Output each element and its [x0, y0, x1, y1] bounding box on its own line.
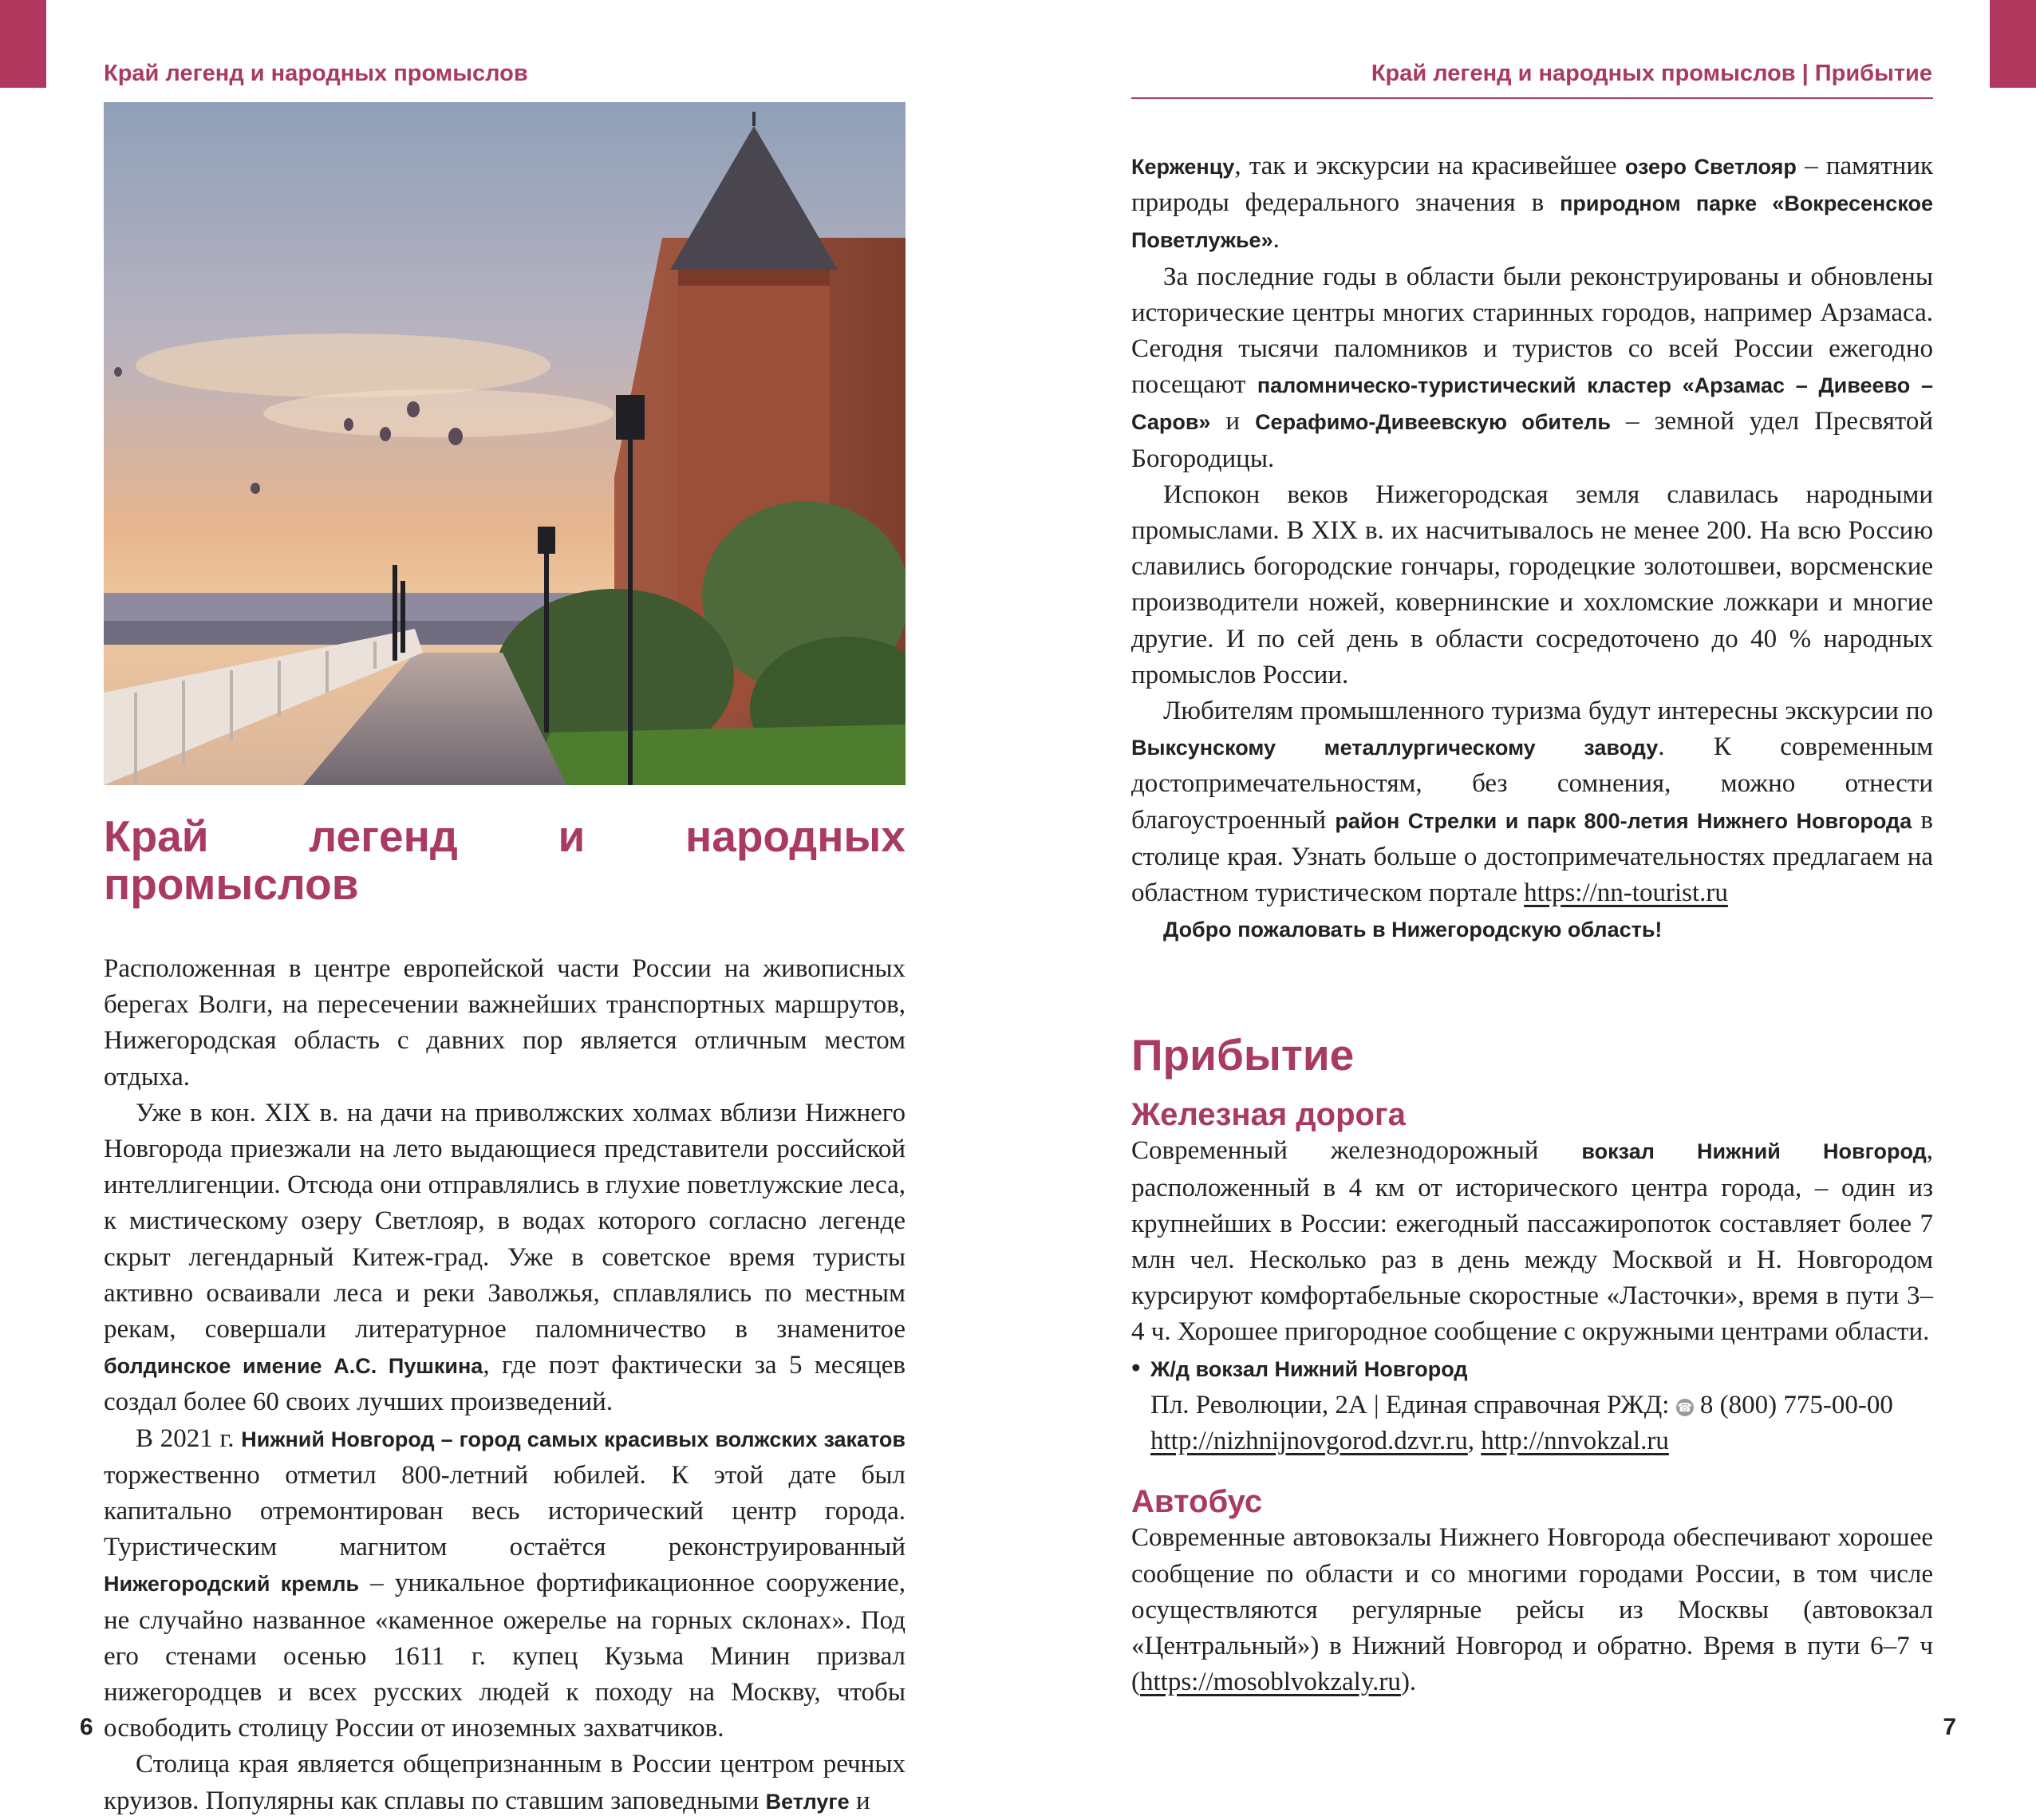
tourist-portal-link[interactable]: https://nn-tourist.ru: [1524, 878, 1728, 908]
rail-heading: Железная дорога: [1131, 1097, 1406, 1133]
left-column: [104, 812, 906, 1820]
list-item: [1131, 1351, 1933, 1388]
bus-link[interactable]: https://mosoblvokzaly.ru: [1140, 1668, 1401, 1697]
page-number-left: 6: [80, 1714, 93, 1740]
running-header-left: Край легенд и народных промыслов: [104, 61, 528, 86]
kremlin-photo: [104, 102, 906, 785]
station-name: Ж/д вокзал Нижний Новгород: [1150, 1356, 1468, 1381]
bullet-dot: •: [1131, 1353, 1141, 1383]
section-title: Край легенд и народных промыслов: [104, 811, 906, 909]
station-link-1[interactable]: http://nizhnijnovgorod.dzvr.ru: [1150, 1427, 1468, 1456]
paragraph: Уже в кон. XIX в. на дачи на приволжских холмах вблизи Нижнего Новгорода приезжали на лето выдающиеся представители российской интеллигенции. Отсюда они отправлялись в глухие поветлужские леса, к мистическому озеру Светлояр, в водах которого согласно легенде скрыт легендарный Китеж-град. Уже в советское время туристы активно осваивали леса и реки Заволжья, сплавлялись по местным рекам, совершали литературное паломничество в знаменитое болдинское имение А.С. Пушкина, где поэт фактически за 5 месяцев создал более 60 своих лучших произведений.: [104, 1098, 906, 1417]
header-rule-right: [1131, 97, 1933, 99]
corner-tab-right: [1990, 0, 2036, 88]
paragraph: Испокон веков Нижегородская земля славилась народными промыслами. В XIX в. их насчитывалось не менее 200. На всю Россию славились богородские гончары, городецкие золотошвеи, ворсменские производители ножей, ковернинские и хохломские ложкари и многие другие. И по сей день в области сосредоточено до 40 % народных промыслов России.: [1131, 480, 1933, 689]
right-column: [1131, 148, 1933, 1700]
paragraph: В 2021 г. Нижний Новгород – город самых красивых волжских закатов торжественно отметил 800-летний юбилей. К этой дате был капитально отремонтирован весь исторический центр города. Туристическим магнитом остаётся реконструированный Нижегородский кремль – уникальное фортификационное сооружение, не случайно названное «каменное ожерелье на горных склонах». Под его стенами осенью 1611 г. купец Кузьма Минин призвал нижегородцев и всех русских людей к походу на Москву, чтобы освободить столицу России от иноземных захватчиков.: [104, 1423, 906, 1743]
paragraph: Керженцу, так и экскурсии на красивейшее озеро Светлояр – памятник природы федерального значения в природном парке «Вокресенское Поветлужье».: [1131, 152, 1934, 255]
paragraph: Современный железнодорожный вокзал Нижний Новгород, расположенный в 4 км от исторического центра города, – один из крупнейших в России: ежегодный пассажиропоток составляет более 7 млн чел. Несколько раз в день между Москвой и Н. Новгородом курсируют комфортабельные скоростные «Ласточки», время в пути 3–4 ч. Хорошее пригородное сообщение с окружными центрами области.: [1131, 1136, 1933, 1347]
paragraph: За последние годы в области были реконструированы и обновлены исторические центры многих старинных городов, например Арзамаса. Сегодня тысячи паломников и туристов со всей России ежегодно посещают паломническо-туристический кластер «Арзамас – Дивеево – Саров» и Серафимо-Дивеевскую обитель – земной удел Пресвятой Богородицы.: [1131, 262, 1934, 473]
bus-heading: Автобус: [1131, 1484, 1263, 1520]
page-number-right: 7: [1943, 1714, 1956, 1740]
paragraph: Любителям промышленного туризма будут интересны экскурсии по Выксунскому металлургическому заводу. К современным достопримечательностям, без сомнения, можно отнести благоустроенный район Стрелки и парк 800-летия Нижнего Новгорода в столице края. Узнать больше о достопримечательностях предлагаем на областном туристическом портале https://nn-tourist.ru: [1131, 697, 1934, 908]
phone-icon: ☎: [1677, 1400, 1692, 1415]
paragraph: Современные автовокзалы Нижнего Новгорода обеспечивают хорошее сообщение по области и со многими городами России, в том числе осуществляются регулярные рейсы из Москвы (автовокзал «Центральный») в Нижний Новгород и обратно. Время в пути 6–7 ч (https://mosoblvokzaly.ru).: [1131, 1523, 1933, 1697]
arrival-heading: Прибытие: [1131, 1030, 1355, 1080]
paragraph: Столица края является общепризнанным в России центром речных круизов. Популярны как сплавы по ставшим заповедными Ветлуге и: [104, 1750, 906, 1815]
station-address: Пл. Революции, 2А | Единая справочная РЖД: ☎ 8 (800) 775-00-00: [1150, 1390, 1893, 1419]
corner-tab-left: [0, 0, 46, 88]
station-links: http://nizhnijnovgorod.dzvr.ru, http://nnvokzal.ru: [1150, 1427, 1669, 1456]
station-link-2[interactable]: http://nnvokzal.ru: [1481, 1427, 1669, 1456]
paragraph: Расположенная в центре европейской части России на живописных берегах Волги, на пересечении важнейших транспортных маршрутов, Нижегородская область с давних пор является отличным местом отдыха.: [104, 954, 906, 1092]
running-header-right: Край легенд и народных промыслов | Прибытие: [1371, 61, 1932, 86]
welcome-line: Добро пожаловать в Нижегородскую область!: [1163, 918, 1663, 942]
